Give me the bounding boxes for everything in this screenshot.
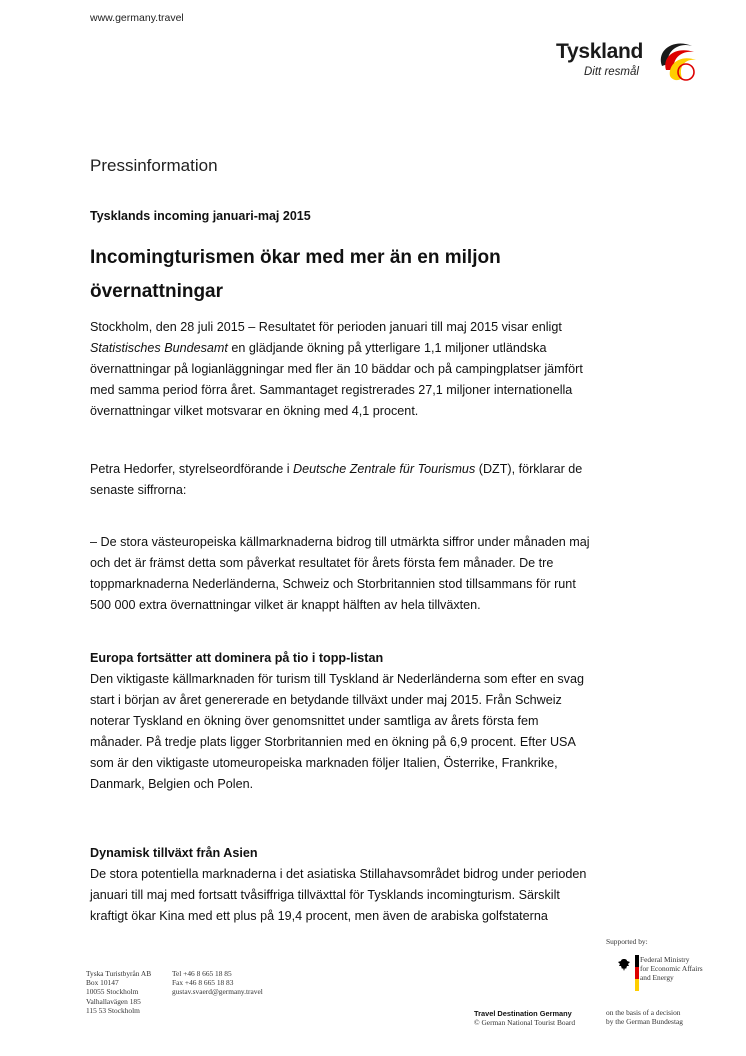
paragraph-asia bbox=[90, 864, 650, 927]
federal-eagle-icon bbox=[616, 957, 632, 973]
paragraph-europe bbox=[90, 669, 650, 795]
paragraph-quote-intro bbox=[90, 459, 650, 501]
footer-line: 115 53 Stockholm bbox=[86, 1005, 140, 1015]
text-line: 500 000 extra övernattningar vilket är knappt hälften av hela tillväxten. bbox=[90, 598, 481, 612]
headline-line: Incomingturismen ökar med mer än en miljon bbox=[90, 247, 501, 268]
logo-subtitle: Ditt resmål bbox=[584, 66, 639, 78]
text-line: Danmark, Belgien och Polen. bbox=[90, 777, 254, 791]
footer-line: Federal Ministry bbox=[640, 955, 690, 964]
text-line: De stora potentiella marknaderna i det asiatiska Stillahavsområdet bidrog under perioden bbox=[90, 867, 587, 881]
footer-line: for Economic Affairs bbox=[640, 964, 703, 974]
footer-line: 10055 Stockholm bbox=[86, 987, 139, 997]
paragraph-quote bbox=[90, 532, 650, 616]
text-line: Den viktigaste källmarknaden för turism till Tyskland är Nederländerna som efter en svag bbox=[90, 672, 584, 686]
footer-company-address bbox=[86, 969, 151, 1015]
germany-swirl-logo-icon bbox=[652, 36, 700, 84]
footer-line: Tyska Turistbyrån AB bbox=[86, 969, 152, 978]
footer-line: by the German Bundestag bbox=[606, 1017, 683, 1027]
text-line bbox=[90, 459, 650, 480]
section-heading-europe: Europa fortsätter att dominera på tio i topp-listan bbox=[90, 651, 384, 665]
footer-tdg-sub: © German National Tourist Board bbox=[474, 1018, 576, 1028]
section-heading-asia: Dynamisk tillväxt från Asien bbox=[90, 846, 258, 860]
text-line: övernattningar vilket motsvarar en ökning med 4,1 procent. bbox=[90, 404, 419, 418]
text-line: start i början av året genererade en betydande tillväxt under maj 2015. Från Schweiz bbox=[90, 693, 562, 707]
footer-tdg bbox=[474, 1009, 575, 1027]
text-line: kraftigt ökar Kina med ett plus på 19,4 procent, men även de arabiska golfstaterna bbox=[90, 909, 548, 923]
text-line: – De stora västeuropeiska källmarknaderna bidrog till utmärkta siffror under månaden maj bbox=[90, 535, 590, 549]
footer-fax: Fax +46 8 665 18 83 bbox=[172, 978, 234, 988]
footer-line: and Energy bbox=[640, 973, 674, 983]
footer-line: Valhallavägen 185 bbox=[86, 996, 141, 1006]
footer-decision bbox=[606, 1008, 683, 1026]
logo-title: Tyskland bbox=[556, 40, 644, 63]
footer-line: on the basis of a decision bbox=[606, 1008, 681, 1017]
footer-email[interactable]: gustav.svaerd@germany.travel bbox=[172, 987, 263, 997]
headline bbox=[90, 241, 650, 309]
german-flag-stripe-icon bbox=[635, 955, 639, 991]
footer-line: Box 10147 bbox=[86, 978, 119, 988]
text-fragment: en glädjande ökning på ytterligare 1,1 miljoner utländska bbox=[227, 341, 547, 355]
text-line: toppmarknaderna Nederländerna, Schweiz och Storbritannien stod tillsammans för runt bbox=[90, 577, 576, 591]
headline-line: övernattningar bbox=[90, 281, 224, 302]
italic-source: Statistisches Bundesamt bbox=[90, 341, 228, 355]
text-line: månader. På tredje plats ligger Storbritannien med en ökning på 6,9 procent. Efter USA bbox=[90, 735, 576, 749]
italic-organization: Deutsche Zentrale für Tourismus bbox=[293, 462, 476, 476]
footer-contact bbox=[172, 969, 263, 997]
paragraph-intro bbox=[90, 317, 650, 422]
text-line: med samma period förra året. Sammantaget registrerades 27,1 miljoner internationella bbox=[90, 383, 573, 397]
kicker: Tysklands incoming januari-maj 2015 bbox=[90, 209, 311, 223]
footer-phone: Tel +46 8 665 18 85 bbox=[172, 969, 232, 978]
text-line: januari till maj med fortsatt tvåsiffriga tillväxttal för Tysklands incomingturism. Särskilt bbox=[90, 888, 560, 902]
website-url[interactable]: www.germany.travel bbox=[90, 12, 184, 24]
text-line: som är den viktigaste utomeuropeiska marknaden följer Italien, Österrike, Frankrike, bbox=[90, 756, 558, 770]
text-line: övernattningar på logianläggningar med fler än 10 bäddar och på campingplatser jämfört bbox=[90, 362, 583, 376]
footer-tdg-title: Travel Destination Germany bbox=[474, 1009, 572, 1018]
text-line: Stockholm, den 28 juli 2015 – Resultatet för perioden januari till maj 2015 visar enligt bbox=[90, 320, 562, 334]
text-fragment: Petra Hedorfer, styrelseordförande i bbox=[90, 462, 294, 476]
text-line: noterar Tyskland en ökning över genomsnittet under samtliga av årets första fem bbox=[90, 714, 539, 728]
text-line: och det är främst detta som påverkat resultatet för årets första fem månader. De tre bbox=[90, 556, 554, 570]
footer-supported-by: Supported by: bbox=[606, 937, 648, 946]
text-line bbox=[90, 338, 650, 359]
footer-ministry bbox=[640, 955, 720, 983]
section-label: Pressinformation bbox=[90, 156, 218, 175]
text-line: senaste siffrorna: bbox=[90, 483, 187, 497]
text-fragment: (DZT), förklarar de bbox=[475, 462, 583, 476]
